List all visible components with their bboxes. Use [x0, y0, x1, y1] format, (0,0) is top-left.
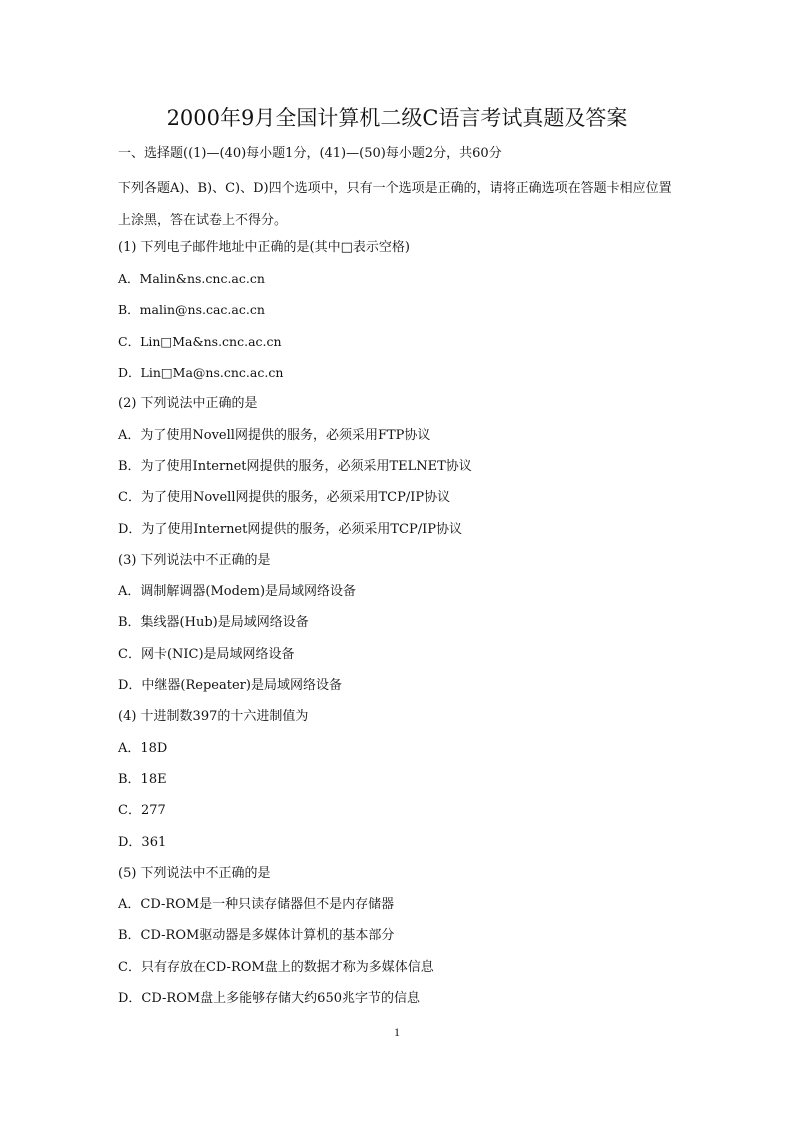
option-a: A．CD-ROM是一种只读存储器但不是内存储器 [118, 897, 395, 913]
question-stem: (4) 十进制数397的十六进制值为 [118, 709, 309, 725]
question-stem: (3) 下列说法中不正确的是 [118, 552, 271, 568]
question-1 [118, 236, 678, 392]
option-a: A．18D [118, 740, 168, 756]
question-stem: (1) 下列电子邮件地址中正确的是(其中□表示空格) [118, 239, 410, 255]
question-stem: (2) 下列说法中正确的是 [118, 396, 258, 412]
option-b: B．18E [118, 771, 167, 787]
question-3 [118, 549, 678, 705]
option-a: A．Malin&ns.cnc.ac.cn [118, 271, 265, 287]
document-title: 2000年9月全国计算机二级C语言考试真题及答案 [166, 106, 628, 130]
option-b: B．为了使用Internet网提供的服务，必须采用TELNET协议 [118, 458, 472, 474]
option-c: C．网卡(NIC)是局域网络设备 [118, 646, 295, 662]
option-c: C．为了使用Novell网提供的服务，必须采用TCP/IP协议 [118, 490, 451, 506]
option-b: B．malin@ns.cac.ac.cn [118, 302, 265, 318]
option-d: D．为了使用Internet网提供的服务，必须采用TCP/IP协议 [118, 521, 462, 537]
section-heading: 一、选择题((1)—(40)每小题1分，(41)—(50)每小题2分，共60分 [118, 146, 502, 161]
option-a: A．为了使用Novell网提供的服务，必须采用FTP协议 [118, 427, 431, 443]
option-b: B．CD-ROM驱动器是多媒体计算机的基本部分 [118, 928, 395, 944]
page-number: 1 [394, 1025, 400, 1039]
option-c: C．277 [118, 803, 166, 819]
option-d: D．361 [118, 834, 167, 850]
instructions-paragraph: 下列各题A)、B)、C)、D)四个选项中，只有一个选项是正确的，请将正确选项在答题卡相应位置上涂黑，答在试卷上不得分。 [118, 181, 672, 228]
question-5 [118, 862, 678, 1018]
question-4 [118, 705, 678, 861]
option-c: C．只有存放在CD-ROM盘上的数据才称为多媒体信息 [118, 959, 434, 975]
option-d: D．CD-ROM盘上多能够存储大约650兆字节的信息 [118, 991, 420, 1007]
option-c: C．Lin□Ma&ns.cnc.ac.cn [118, 333, 282, 349]
question-stem: (5) 下列说法中不正确的是 [118, 865, 271, 881]
option-d: D．中继器(Repeater)是局域网络设备 [118, 678, 342, 694]
option-a: A．调制解调器(Modem)是局域网络设备 [118, 584, 357, 600]
question-2 [118, 392, 678, 548]
option-d: D．Lin□Ma@ns.cnc.ac.cn [118, 365, 284, 381]
document-body [118, 142, 678, 1018]
option-b: B．集线器(Hub)是局域网络设备 [118, 615, 309, 631]
